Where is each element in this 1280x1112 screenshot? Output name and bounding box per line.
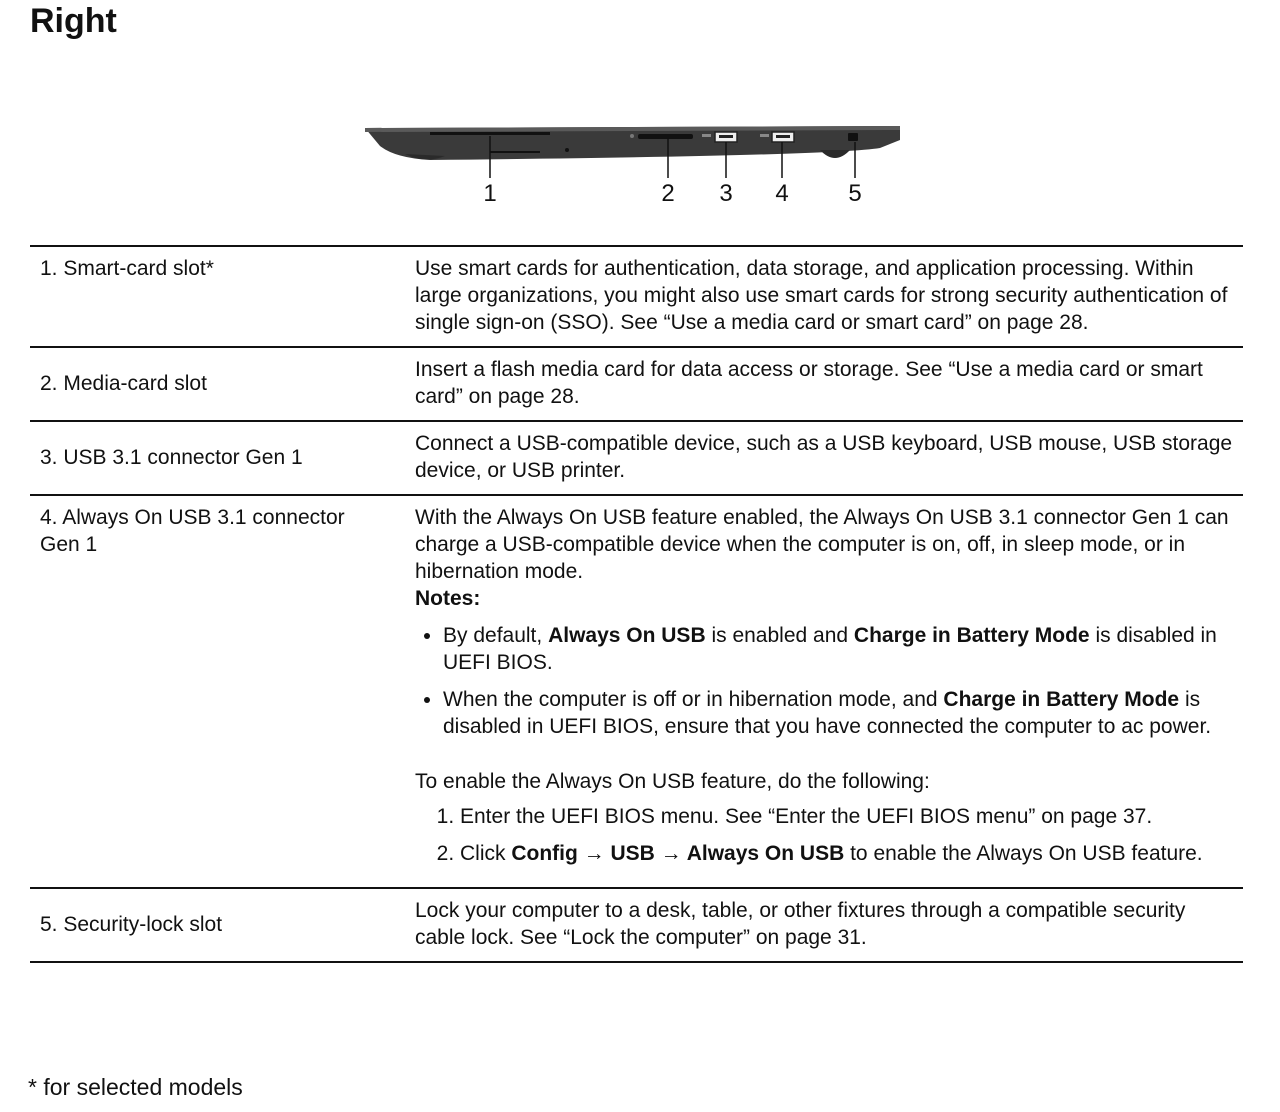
row-description <box>395 495 1243 888</box>
table-row <box>30 495 1243 888</box>
port-description-table <box>30 245 1243 963</box>
callout-5: 5 <box>848 180 862 207</box>
callout-3: 3 <box>719 180 733 207</box>
table-row <box>30 421 1243 495</box>
row-description: Use smart cards for authentication, data storage, and application processing. Within large organizations, you might also use smart cards for strong security authentication of single sign-on (SSO). See “Use a media card or smart card” on page 28. <box>415 257 1228 334</box>
table-row <box>30 888 1243 962</box>
list-item: • By default, Always On USB is enabled and Charge in Battery Mode is disabled in UEFI BIOS. <box>443 622 1235 676</box>
list-item: 1. Enter the UEFI BIOS menu. See “Enter the UEFI BIOS menu” on page 37. <box>460 803 1235 830</box>
row-name: 5. Security-lock slot <box>40 912 223 936</box>
page-title: Right <box>30 2 117 40</box>
callout-4: 4 <box>775 180 789 207</box>
footnote: * for selected models <box>28 1074 243 1100</box>
row-name: 4. Always On USB 3.1 connector Gen 1 <box>40 506 345 556</box>
steps-list <box>415 803 1235 867</box>
list-item: 2. Click Config → USB → Always On USB to enable the Always On USB feature. <box>460 840 1235 867</box>
row-name: 3. USB 3.1 connector Gen 1 <box>40 445 303 469</box>
row-description: Connect a USB-compatible device, such as a USB keyboard, USB mouse, USB storage device, or USB printer. <box>415 432 1233 482</box>
notes-list <box>415 622 1235 740</box>
notes-label: Notes: <box>415 587 481 610</box>
enable-intro: To enable the Always On USB feature, do the following: <box>415 770 930 793</box>
always-on-usb-description: With the Always On USB feature enabled, the Always On USB 3.1 connector Gen 1 can charge a USB-compatible device when the computer is on, off, in sleep mode, or in hibernation mode. <box>415 506 1229 583</box>
callout-1: 1 <box>483 180 497 207</box>
row-name: 1. Smart-card slot* <box>40 257 214 280</box>
table-row <box>30 246 1243 347</box>
row-description: Lock your computer to a desk, table, or other fixtures through a compatible security cable lock. See “Lock the computer” on page 31. <box>415 899 1186 949</box>
row-name: 2. Media-card slot <box>40 371 207 395</box>
list-item: • When the computer is off or in hibernation mode, and Charge in Battery Mode is disabled in UEFI BIOS, ensure that you have connected the computer to ac power. <box>443 686 1235 740</box>
laptop-right-side-illustration <box>360 118 920 218</box>
row-description: Insert a flash media card for data access or storage. See “Use a media card or smart card” on page 28. <box>415 358 1203 408</box>
callout-2: 2 <box>661 180 675 207</box>
table-row <box>30 347 1243 421</box>
